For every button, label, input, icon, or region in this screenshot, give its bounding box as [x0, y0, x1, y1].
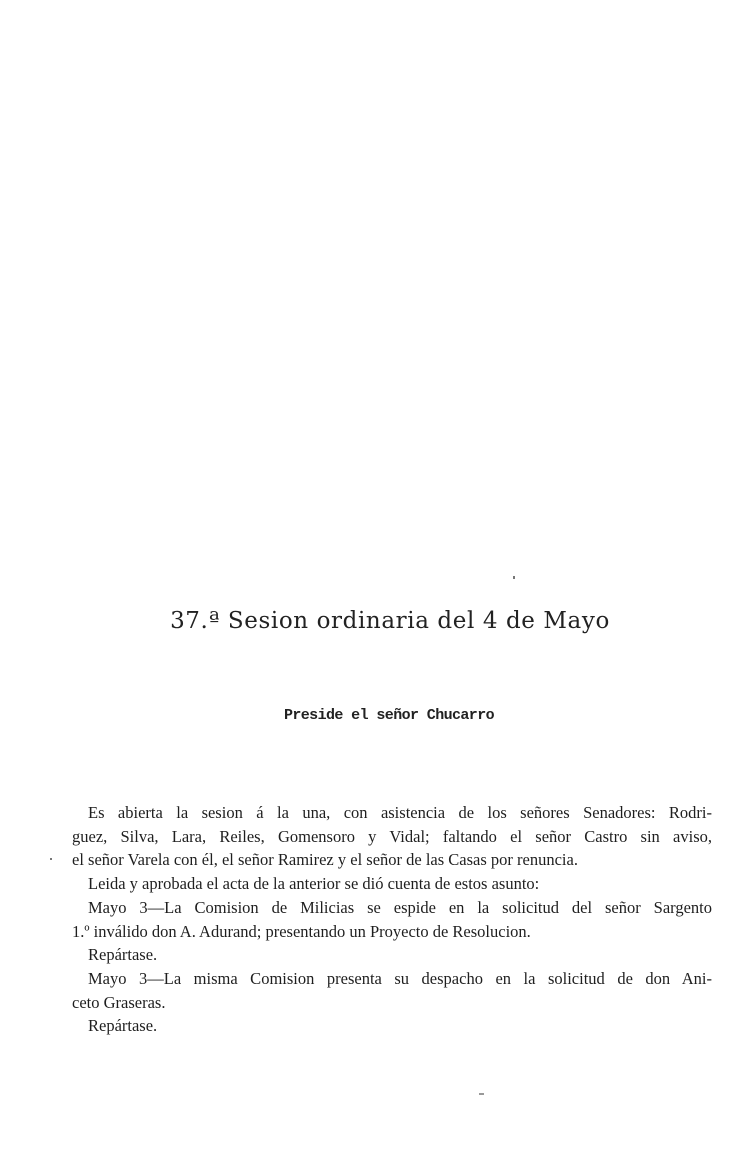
presiding-officer-line: Preside el señor Chucarro: [283, 707, 495, 724]
body-line: el señor Varela con él, el señor Ramirez y el señor de las Casas por renuncia.: [72, 850, 578, 870]
body-line: ceto Graseras.: [72, 992, 166, 1012]
body-line: Mayo 3—La Comision de Milicias se espide en la solicitud del señor Sargento: [88, 897, 712, 917]
session-minutes-body: [72, 801, 712, 1038]
session-title: 37.ª Sesion ordinaria del 4 de Mayo: [170, 608, 610, 634]
body-line: Es abierta la sesion á la una, con asistencia de los señores Senadores: Rodri-: [88, 803, 712, 822]
body-line: Leida y aprobada el acta de la anterior se dió cuenta de estos asunto:: [88, 874, 540, 894]
scan-speck: [513, 576, 515, 579]
scan-speck: [479, 1093, 484, 1095]
body-line: Mayo 3—La misma Comision presenta su despacho en la solicitud de don Ani-: [88, 968, 712, 988]
scan-speck: [50, 858, 52, 860]
body-line: 1.º inválido don A. Adurand; presentando un Proyecto de Resolucion.: [72, 921, 531, 941]
body-line: guez, Silva, Lara, Reiles, Gomensoro y Vidal; faltando el señor Castro sin aviso,: [72, 826, 712, 846]
body-line: Repártase.: [88, 945, 158, 965]
body-line: Repártase.: [88, 1016, 158, 1036]
